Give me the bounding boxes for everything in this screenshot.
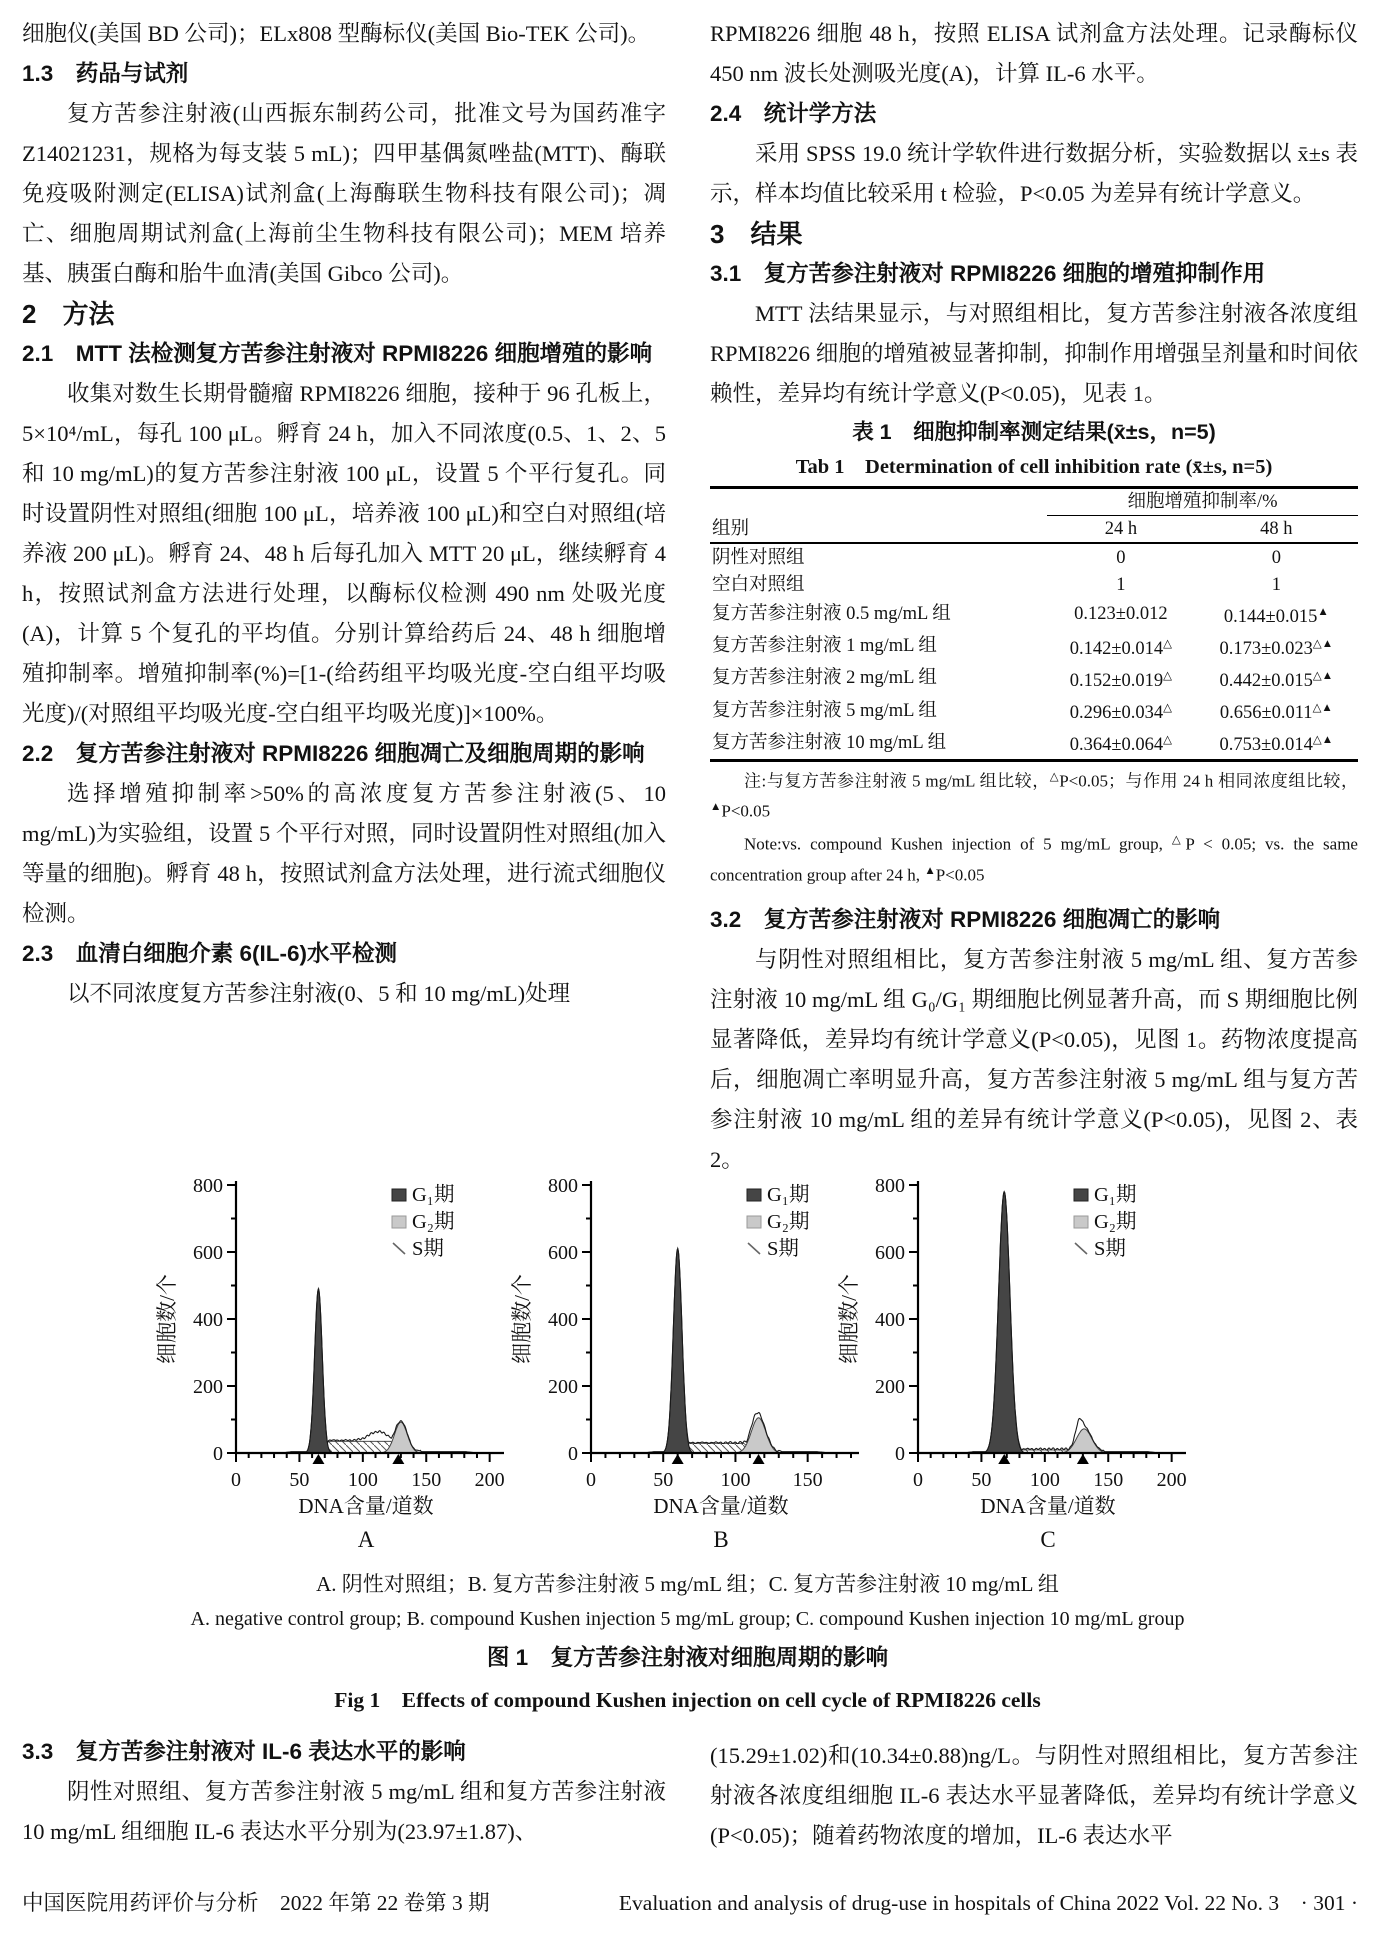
x-axis-label: DNA含量/道数 [980,1494,1116,1518]
legend-label: S期 [1094,1238,1126,1260]
table-cell-value: 0.123±0.012 [1074,604,1168,625]
g1-peak-area [984,1192,1025,1453]
figure1-caption-cn: A. 阴性对照组；B. 复方苦参注射液 5 mg/mL 组；C. 复方苦参注射液 10 mg/mL 组 [316,1572,1059,1596]
flow-histogram-svg-a [150,1165,530,1565]
paragraph-il6-method-start: 以不同浓度复方苦参注射液(0、5 和 10 mg/mL)处理 [67,981,571,1006]
legend-swatch-g2 [1074,1216,1088,1228]
svg-text:200: 200 [1156,1469,1187,1491]
table1-header-48h: 48 h [1195,516,1358,544]
table-cell-value: 0.442±0.015△▲ [1219,669,1334,691]
section-heading-3-3: 3.3 复方苦参注射液对 IL-6 表达水平的影响 [22,1739,466,1764]
svg-text:0: 0 [231,1469,241,1491]
legend-label: G₁期 [1094,1184,1137,1206]
svg-text:0: 0 [895,1443,905,1465]
legend-swatch-s-hatch [393,1243,405,1254]
legend-label: G₂期 [412,1211,455,1233]
footer-journal-en-page-number: Evaluation and analysis of drug-use in hospitals of China 2022 Vol. 22 No. 3 · 301 · [618,1891,1358,1915]
table-row [710,598,1358,630]
section-heading-2-2: 2.2 复方苦参注射液对 RPMI8226 细胞凋亡及细胞周期的影响 [22,741,645,766]
svg-text:50: 50 [289,1469,310,1491]
table-row [710,694,1358,726]
table-cell-value: 0 [1116,547,1126,568]
table1-header-group: 组别 [710,488,1047,544]
flow-histogram-panel-a [150,1165,530,1565]
table1-header-span: 细胞增殖抑制率/% [1047,488,1358,516]
panel-letter: C [1040,1527,1056,1552]
legend-label: G₁期 [767,1184,810,1206]
section-heading-1-3: 1.3 药品与试剂 [22,61,189,86]
table1-inhibition-rate [710,486,1358,762]
flow-histogram-svg-c [832,1165,1212,1565]
gate-marker-triangle [1077,1454,1089,1464]
flow-histogram-panel-b [505,1165,885,1565]
svg-text:150: 150 [792,1469,823,1491]
svg-text:200: 200 [193,1376,223,1398]
svg-text:400: 400 [875,1309,905,1331]
axes [591,1181,859,1453]
legend-swatch-g2 [747,1216,761,1228]
svg-text:100: 100 [347,1469,378,1491]
legend-label: S期 [412,1238,444,1260]
table-row [710,571,1358,598]
svg-text:400: 400 [548,1309,578,1331]
table-row [710,630,1358,662]
svg-text:800: 800 [548,1175,578,1197]
table-row [710,662,1358,694]
svg-text:0: 0 [568,1443,578,1465]
section-heading-2-4: 2.4 统计学方法 [710,101,877,126]
gate-marker-triangle [753,1454,765,1464]
section-heading-2-3: 2.3 血清白细胞介素 6(IL-6)水平检测 [22,941,398,966]
page-footer [22,1888,1358,1918]
section-heading-2: 2 方法 [22,299,115,329]
table-cell-value: 0.142±0.014△ [1069,637,1172,659]
y-axis-label: 细胞数/个 [837,1274,861,1364]
table-cell-group: 空白对照组 [712,574,805,595]
legend-swatch-s-hatch [1075,1243,1087,1254]
svg-text:600: 600 [875,1242,905,1264]
y-axis-label: 细胞数/个 [155,1274,179,1364]
table1-header-24h: 24 h [1047,516,1195,544]
table-cell-group: 复方苦参注射液 1 mg/mL 组 [712,636,937,657]
panel-letter: A [357,1527,375,1552]
gate-marker-triangle [312,1454,324,1464]
gate-marker-triangle [392,1454,404,1464]
gate-marker-triangle [672,1454,684,1464]
legend-swatch-g1 [1074,1189,1088,1201]
table-cell-value: 1 [1271,574,1281,595]
left-column [22,14,666,1014]
legend-label: G₁期 [412,1184,455,1206]
legend-label: S期 [767,1238,799,1260]
legend-swatch-s-hatch [748,1243,760,1254]
paragraph-statistics: 采用 SPSS 19.0 统计学软件进行数据分析，实验数据以 x̄±s 表示，样本均值比较采用 t 检验，P<0.05 为差异有统计学意义。 [710,141,1358,206]
svg-text:200: 200 [474,1469,505,1491]
legend-swatch-g2 [392,1216,406,1228]
right-column [710,14,1358,1180]
paragraph-il6-method-continued: RPMI8226 细胞 48 h，按照 ELISA 试剂盒方法处理。记录酶标仪 450 nm 波长处测吸光度(A)，计算 IL-6 水平。 [710,21,1358,86]
section-heading-3-2: 3.2 复方苦参注射液对 RPMI8226 细胞凋亡的影响 [710,907,1221,933]
paragraph-instruments-continued: 细胞仪(美国 BD 公司)；ELx808 型酶标仪(美国 Bio-TEK 公司)。 [22,21,651,46]
table-cell-group: 复方苦参注射液 2 mg/mL 组 [712,668,937,689]
bottom-left-column [22,1732,666,1852]
svg-text:50: 50 [971,1469,992,1491]
figure1-panels [0,1165,1375,1565]
paragraph-apoptosis-method: 选择增殖抑制率>50%的高浓度复方苦参注射液(5、10 mg/mL)为实验组，设置 5 个平行对照，同时设置阴性对照组(加入等量的细胞)。孵育 48 h，按照试剂盒方法处理，进行流式细胞仪检测。 [22,781,666,926]
footer-journal-cn: 中国医院用药评价与分析 2022 年第 22 卷第 3 期 [22,1891,490,1915]
g1-peak-area [305,1289,332,1453]
figure1-title-cn: 图 1 复方苦参注射液对细胞周期的影响 [486,1645,889,1670]
table-cell-group: 复方苦参注射液 0.5 mg/mL 组 [712,604,951,625]
paragraph-il6-result-right: (15.29±1.02)和(10.34±0.88)ng/L。与阴性对照组相比，复方苦参注射液各浓度组细胞 IL-6 表达水平显著降低，差异均有统计学意义(P<0.05)；随着药物浓度的增加，IL-6 表达水平 [710,1743,1358,1848]
bottom-right-column [710,1736,1358,1856]
table-cell-value: 0.364±0.064△ [1069,734,1172,756]
table-cell-value: 0.753±0.014△▲ [1219,734,1334,756]
svg-text:600: 600 [548,1242,578,1264]
svg-text:200: 200 [875,1376,905,1398]
legend-label: G₂期 [1094,1211,1137,1233]
raw-histogram-outline [274,1289,486,1453]
table-row [710,543,1358,571]
table-cell-value: 0.173±0.023△▲ [1219,637,1334,659]
x-axis-label: DNA含量/道数 [653,1494,789,1518]
svg-text:0: 0 [586,1469,596,1491]
section-heading-3-1: 3.1 复方苦参注射液对 RPMI8226 细胞的增殖抑制作用 [710,261,1266,286]
svg-text:800: 800 [193,1175,223,1197]
svg-text:200: 200 [548,1376,578,1398]
svg-text:0: 0 [913,1469,923,1491]
table-cell-value: 0.144±0.015▲ [1223,605,1329,627]
x-axis-label: DNA含量/道数 [298,1494,434,1518]
axes [918,1181,1186,1453]
table-cell-value: 0.296±0.034△ [1069,701,1172,724]
y-axis-label: 细胞数/个 [510,1274,534,1364]
svg-text:600: 600 [193,1242,223,1264]
table-cell-value: 0.656±0.011△▲ [1219,701,1333,724]
svg-text:150: 150 [1093,1469,1124,1491]
table-cell-group: 复方苦参注射液 5 mg/mL 组 [712,700,937,721]
table-row [710,727,1358,761]
paragraph-drugs-reagents: 复方苦参注射液(山西振东制药公司，批准文号为国药准字 Z14021231，规格为每支装 5 mL)；四甲基偶氮唑盐(MTT)、酶联免疫吸附测定(ELISA)试剂盒(上海酶联生物科技有限公司)；凋亡、细胞周期试剂盒(上海前尘生物科技有限公司)；MEM 培养基、胰蛋白酶和胎牛血清(美国 Gibco 公司)。 [22,101,666,286]
legend-label: G₂期 [767,1211,810,1233]
legend-swatch-g1 [392,1189,406,1201]
panel-letter: B [713,1527,729,1552]
table1-note-en: Note:vs. compound Kushen injection of 5 mg/mL group, △P < 0.05; vs. the same concentration group after 24 h, ▲P<0.05 [710,834,1358,885]
paragraph-proliferation-result: MTT 法结果显示，与对照组相比，复方苦参注射液各浓度组 RPMI8226 细胞的增殖被显著抑制，抑制作用增强呈剂量和时间依赖性，差异均有统计学意义(P<0.05)，见表 1。 [710,301,1358,406]
table-cell-value: 1 [1116,574,1126,595]
legend-swatch-g1 [747,1189,761,1201]
paragraph-il6-result-left: 阴性对照组、复方苦参注射液 5 mg/mL 组和复方苦参注射液 10 mg/mL 组细胞 IL-6 表达水平分别为(23.97±1.87)、 [22,1779,666,1844]
svg-text:0: 0 [213,1443,223,1465]
flow-histogram-svg-b [505,1165,885,1565]
svg-text:150: 150 [411,1469,442,1491]
gate-marker-triangle [998,1454,1010,1464]
table-cell-value: 0 [1271,547,1281,568]
flow-histogram-panel-c [832,1165,1212,1565]
figure1-caption-en: A. negative control group; B. compound Kushen injection 5 mg/mL group; C. compound Kushen injection 10 mg/mL group [190,1608,1185,1630]
axes [236,1181,504,1453]
svg-text:800: 800 [875,1175,905,1197]
g1-peak-area [662,1249,693,1453]
paragraph-apoptosis-result: 与阴性对照组相比，复方苦参注射液 5 mg/mL 组、复方苦参注射液 10 mg/mL 组 G₀/G₁ 期细胞比例显著升高，而 S 期细胞比例显著降低，差异均有统计学意义(P<0.05)，见图 1。药物浓度提高后，细胞凋亡率明显升高，复方苦参注射液 5 mg/mL 组与复方苦参注射液 10 mg/mL 组的差异有统计学意义(P<0.05)，见图 2、表 2。 [710,947,1358,1173]
raw-histogram-outline [634,1249,839,1453]
table1-note-cn: 注:与复方苦参注射液 5 mg/mL 组比较，△P<0.05；与作用 24 h 相同浓度组比较，▲P<0.05 [710,770,1358,822]
section-heading-3: 3 结果 [710,219,803,249]
paragraph-mtt-method: 收集对数生长期骨髓瘤 RPMI8226 细胞，接种于 96 孔板上，5×10⁴/mL，每孔 100 μL。孵育 24 h，加入不同浓度(0.5、1、2、5 和 10 mg/mL)的复方苦参注射液 100 μL，设置 5 个平行复孔。同时设置阴性对照组(细胞 100 μL，培养液 100 μL)和空白对照组(培养液 200 μL)。孵育 24、48 h 后每孔加入 MTT 20 μL，继续孵育 4 h，按照试剂盒方法进行处理，以酶标仪检测 490 nm 处吸光度(A)，计算 5 个复孔的平均值。分别计算给药后 24、48 h 细胞增殖抑制率。增殖抑制率(%)=[1-(给药组平均吸光度-空白组平均吸光度)/(对照组平均吸光度-空白组平均吸光度)]×100%。 [22,381,666,726]
figure1-title-en: Fig 1 Effects of compound Kushen injection on cell cycle of RPMI8226 cells [334,1688,1041,1712]
svg-text:100: 100 [720,1469,751,1491]
table-cell-value: 0.152±0.019△ [1069,669,1172,691]
table-cell-group: 复方苦参注射液 10 mg/mL 组 [712,732,947,753]
svg-text:50: 50 [653,1469,674,1491]
table1-title-en: Tab 1 Determination of cell inhibition rate (x̄±s, n=5) [795,456,1273,478]
svg-text:100: 100 [1029,1469,1060,1491]
table1-title-cn: 表 1 细胞抑制率测定结果(x̄±s，n=5) [852,420,1216,444]
svg-text:400: 400 [193,1309,223,1331]
table-cell-group: 阴性对照组 [712,547,805,568]
section-heading-2-1: 2.1 MTT 法检测复方苦参注射液对 RPMI8226 细胞增殖的影响 [22,341,653,366]
